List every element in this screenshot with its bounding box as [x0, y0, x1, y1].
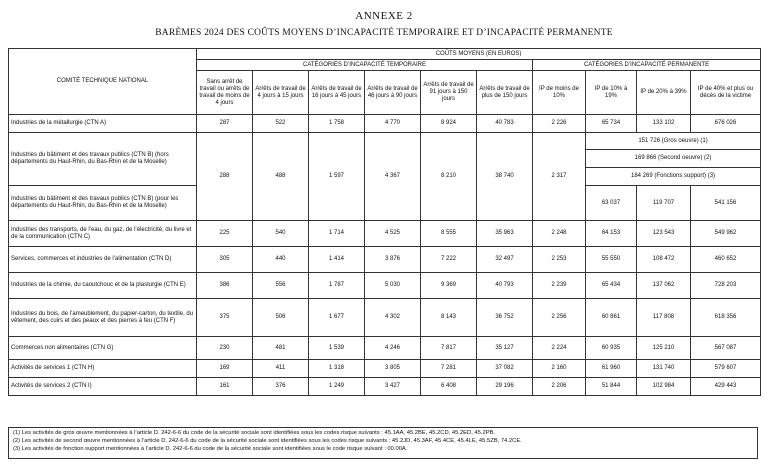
cell-value: 375	[197, 299, 253, 337]
cell-value: 2 239	[533, 273, 586, 299]
table-row	[9, 299, 761, 337]
footnotes	[8, 427, 758, 459]
cell-value: 1 787	[309, 273, 365, 299]
cell-value: 7 222	[421, 247, 477, 273]
cell-value: 1 414	[309, 247, 365, 273]
cell-value: 411	[253, 360, 309, 378]
header-perm-col: IP de 20% à 39%	[637, 71, 691, 115]
cell-value: 2 224	[533, 337, 586, 360]
cell-value: 225	[197, 221, 253, 247]
cell-value: 119 707	[637, 186, 691, 221]
header-temp-col: Sans arrêt de travail ou arrêts de travail de moins de 4 jours	[197, 71, 253, 115]
cell-value: 556	[253, 273, 309, 299]
header-perm-col: IP de 40% et plus ou décès de la victime	[691, 71, 761, 115]
cell-value: 38 740	[477, 133, 533, 221]
cell-value: 676 026	[691, 115, 761, 133]
row-label: Commerces non alimentaires (CTN G)	[9, 337, 197, 360]
ip-gros-oeuvre: 151 726 (Gros oeuvre) (1)	[586, 133, 761, 150]
header-temp-col: Arrêts de travail de 91 jours à 150 jours	[421, 71, 477, 115]
cell-value: 117 808	[637, 299, 691, 337]
cell-value: 63 037	[586, 186, 637, 221]
cell-value: 2 256	[533, 299, 586, 337]
cell-value: 131 740	[637, 360, 691, 378]
cell-value: 102 984	[637, 378, 691, 396]
cell-value: 8 143	[421, 299, 477, 337]
cell-value: 506	[253, 299, 309, 337]
cell-value: 728 203	[691, 273, 761, 299]
ip-second-oeuvre: 169 866 (Second oeuvre) (2)	[586, 150, 761, 168]
cell-value: 55 550	[586, 247, 637, 273]
row-label: Activités de services 2 (CTN I)	[9, 378, 197, 396]
cell-value: 541 156	[691, 186, 761, 221]
cell-value: 1 539	[309, 337, 365, 360]
row-label: Industries des transports, de l’eau, du gaz, de l’électricité, du livre et de la communication (CTN C)	[9, 221, 197, 247]
cell-value: 64 153	[586, 221, 637, 247]
cell-value: 3 805	[365, 360, 421, 378]
cell-value: 35 963	[477, 221, 533, 247]
cell-value: 4 367	[365, 133, 421, 221]
cell-value: 35 127	[477, 337, 533, 360]
cell-value: 5 030	[365, 273, 421, 299]
ip-fonctions-support: 184 269 (Fonctions support) (3)	[586, 168, 761, 186]
cell-value: 123 543	[637, 221, 691, 247]
cell-value: 429 443	[691, 378, 761, 396]
cell-value: 4 302	[365, 299, 421, 337]
cell-value: 386	[197, 273, 253, 299]
cell-value: 4 246	[365, 337, 421, 360]
cell-value: 549 962	[691, 221, 761, 247]
table-row	[9, 378, 761, 396]
header-temp-col: Arrêts de travail de 46 jours à 90 jours	[365, 71, 421, 115]
header-committee: COMITÉ TECHNIQUE NATIONAL	[9, 49, 197, 115]
cell-value: 522	[253, 115, 309, 133]
header-cat-perm: CATÉGORIES D’INCAPACITÉ PERMANENTE	[533, 60, 761, 71]
cell-value: 230	[197, 337, 253, 360]
cell-value: 60 861	[586, 299, 637, 337]
cell-value: 61 960	[586, 360, 637, 378]
cell-value: 460 652	[691, 247, 761, 273]
cell-value: 6 408	[421, 378, 477, 396]
header-temp-col: Arrêts de travail de 4 jours à 15 jours	[253, 71, 309, 115]
cell-value: 2 226	[533, 115, 586, 133]
footnote: (3) Les activités de fonction support mentionnées à l’article D. 242-6-6 du code de la sécurité sociale sont identifiées sous le code risque suivant : 00.00A.	[13, 446, 408, 452]
cell-value: 1 758	[309, 115, 365, 133]
cell-value: 2 206	[533, 378, 586, 396]
cell-value: 9 369	[421, 273, 477, 299]
row-label: Industries du bâtiment et des travaux publics (CTN B) (hors départements du Haut-Rhin, du Bas-Rhin et de la Moselle)	[9, 133, 197, 186]
header-couts-moyens: COÛTS MOYENS (EN EUROS)	[197, 49, 761, 60]
cell-value: 540	[253, 221, 309, 247]
cell-value: 2 253	[533, 247, 586, 273]
cell-value: 288	[197, 133, 253, 221]
row-label: Industries de la métallurgie (CTN A)	[9, 115, 197, 133]
row-label: Industries du bois, de l’ameublement, du papier-carton, du textile, du vêtement, des cuirs et des peaux et des pierres à feu (CTN F)	[9, 299, 197, 337]
table-row	[9, 221, 761, 247]
cell-value: 1 249	[309, 378, 365, 396]
footnote: (2) Les activités de second œuvre mentionnées à l’article D. 242-6-6 du code de la sécurité sociale sont identifiées sous les codes risque suivants : 45.2JD, 45.3AF, 45.4CE, 45.4LE, 45.5ZB, 74.2CE.	[13, 438, 522, 444]
table-row	[9, 115, 761, 133]
table-row	[9, 133, 761, 150]
cell-value: 7 281	[421, 360, 477, 378]
cell-value: 7 817	[421, 337, 477, 360]
document-title: BARÈMES 2024 DES COÛTS MOYENS D’INCAPACITÉ TEMPORAIRE ET D’INCAPACITÉ PERMANENTE	[155, 28, 613, 38]
cell-value: 305	[197, 247, 253, 273]
footnote: (1) Les activités de gros œuvre mentionnées à l’article D. 242-6-6 du code de la sécurité sociale sont identifiées sous les codes risque suivants : 45.1AA, 45.2BE, 45.2CD, 45.2ED, 45.2PB.	[13, 430, 496, 436]
table-row	[9, 273, 761, 299]
cell-value: 2 160	[533, 360, 586, 378]
cell-value: 3 427	[365, 378, 421, 396]
header-perm-col: IP de 10% à 19%	[586, 71, 637, 115]
cell-value: 36 752	[477, 299, 533, 337]
table-row	[9, 247, 761, 273]
cell-value: 65 434	[586, 273, 637, 299]
cell-value: 161	[197, 378, 253, 396]
cell-value: 51 844	[586, 378, 637, 396]
cell-value: 2 317	[533, 133, 586, 221]
table-row	[9, 360, 761, 378]
cell-value: 440	[253, 247, 309, 273]
cell-value: 4 770	[365, 115, 421, 133]
cell-value: 1 318	[309, 360, 365, 378]
cell-value: 1 597	[309, 133, 365, 221]
header-perm-col: IP de moins de 10%	[533, 71, 586, 115]
cell-value: 37 082	[477, 360, 533, 378]
cell-value: 488	[253, 133, 309, 221]
cell-value: 1 677	[309, 299, 365, 337]
cell-value: 108 472	[637, 247, 691, 273]
row-label: Industries du bâtiment et des travaux publics (CTN B) (pour les départements du Haut-Rhin, du Bas-Rhin et de la Moselle)	[9, 186, 197, 221]
annexe-heading: ANNEXE 2	[355, 10, 413, 22]
row-label: Activités de services 1 (CTN H)	[9, 360, 197, 378]
cell-value: 376	[253, 378, 309, 396]
cell-value: 29 196	[477, 378, 533, 396]
header-cat-temp: CATÉGORIES D’INCAPACITÉ TEMPORAIRE	[197, 60, 533, 71]
cell-value: 8 555	[421, 221, 477, 247]
cell-value: 567 087	[691, 337, 761, 360]
cell-value: 579 607	[691, 360, 761, 378]
cell-value: 8 924	[421, 115, 477, 133]
cell-value: 8 210	[421, 133, 477, 221]
table-row	[9, 337, 761, 360]
cell-value: 60 935	[586, 337, 637, 360]
cell-value: 65 734	[586, 115, 637, 133]
cost-table	[8, 48, 761, 396]
cell-value: 618 356	[691, 299, 761, 337]
cell-value: 32 497	[477, 247, 533, 273]
cell-value: 3 876	[365, 247, 421, 273]
cell-value: 169	[197, 360, 253, 378]
cell-value: 133 102	[637, 115, 691, 133]
cell-value: 2 248	[533, 221, 586, 247]
cell-value: 287	[197, 115, 253, 133]
header-temp-col: Arrêts de travail de 16 jours à 45 jours	[309, 71, 365, 115]
cell-value: 40 793	[477, 273, 533, 299]
cell-value: 125 210	[637, 337, 691, 360]
cell-value: 1 714	[309, 221, 365, 247]
cell-value: 40 783	[477, 115, 533, 133]
cell-value: 481	[253, 337, 309, 360]
header-temp-col: Arrêts de travail de plus de 150 jours	[477, 71, 533, 115]
cell-value: 4 525	[365, 221, 421, 247]
row-label: Services, commerces et industries de l’alimentation (CTN D)	[9, 247, 197, 273]
cell-value: 137 062	[637, 273, 691, 299]
row-label: Industries de la chimie, du caoutchouc et de la plasturgie (CTN E)	[9, 273, 197, 299]
